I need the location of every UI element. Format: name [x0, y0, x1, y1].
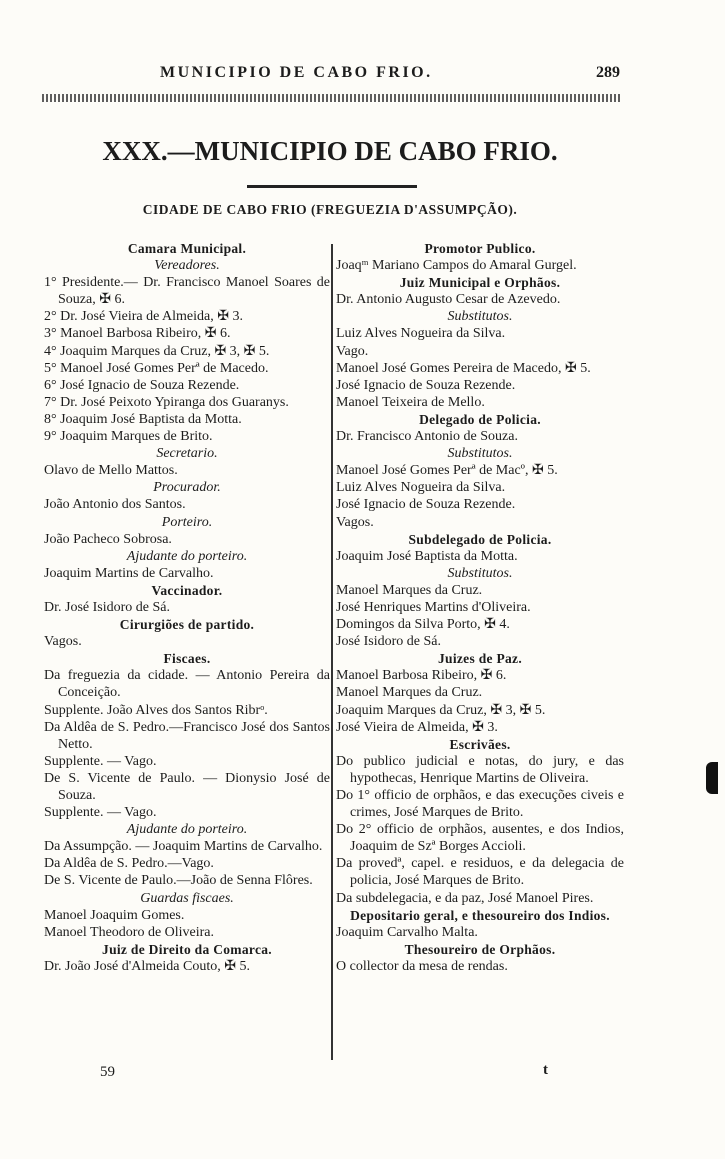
- entry-line: Da Assumpção. — Joaquim Martins de Carvalho.: [44, 839, 323, 855]
- ornamental-rule: [42, 94, 622, 102]
- entry-line: José Ignacio de Souza Rezende.: [336, 377, 516, 393]
- entry-line: 5° Manoel José Gomes Perª de Macedo.: [44, 360, 269, 376]
- subsection-heading: Substitutos.: [447, 446, 513, 462]
- entry-line: 2° Dr. José Vieira de Almeida, ✠ 3.: [44, 309, 243, 325]
- entry-line: José Ignacio de Souza Rezende.: [336, 497, 516, 513]
- entry-line: Da Aldêa de S. Pedro.—Francisco José dos Santos Netto.: [44, 719, 330, 752]
- entry-line: O collector da mesa de rendas.: [336, 958, 508, 974]
- section-heading: Juiz Municipal e Orphãos.: [399, 275, 561, 291]
- entry-line: De S. Vicente de Paulo.—João de Senna Flôres.: [44, 873, 313, 889]
- section-heading: Juizes de Paz.: [437, 651, 523, 667]
- subsection-heading: Ajudante do porteiro.: [126, 548, 248, 564]
- section-heading: Delegado de Policia.: [419, 411, 541, 427]
- section-heading: Promotor Publico.: [424, 241, 536, 256]
- entry-line: Manoel Marques da Cruz.: [336, 685, 483, 701]
- column-divider: [331, 244, 333, 1060]
- subsection-heading: Ajudante do porteiro.: [126, 822, 248, 838]
- entry-line: Supplente. — Vago.: [44, 753, 157, 769]
- entry-line: Joaquim José Baptista da Motta.: [336, 548, 518, 564]
- entry-line: Do 2° officio de orphãos, ausentes, e dos Indios, Joaquim de Szª Borges Accioli.: [336, 822, 624, 855]
- page-number: 289: [596, 64, 620, 81]
- entry-line: Manoel Marques da Cruz.: [336, 582, 483, 598]
- entry-line: Dr. Francisco Antonio de Souza.: [336, 429, 518, 445]
- entry-line: Vagos.: [44, 634, 82, 650]
- entry-line: Da provedª, capel. e residuos, e da delegacia de policia, José Marques de Brito.: [336, 856, 624, 889]
- entry-line: 4° Joaquim Marques da Cruz, ✠ 3, ✠ 5.: [44, 343, 270, 359]
- entry-line: Manoel Theodoro de Oliveira.: [44, 924, 215, 940]
- section-heading: Depositario geral, e thesoureiro dos Indios.: [350, 907, 610, 923]
- entry-line: Joaquim Marques da Cruz, ✠ 3, ✠ 5.: [336, 702, 546, 718]
- section-title: XXX.—MUNICIPIO DE CABO FRIO.: [102, 136, 558, 166]
- entry-line: Joaquim Carvalho Malta.: [336, 924, 478, 940]
- subsection-heading: Vereadores.: [154, 258, 220, 274]
- section-heading: Camara Municipal.: [127, 241, 247, 256]
- entry-line: João Antonio dos Santos.: [44, 497, 186, 513]
- running-head: [160, 64, 620, 82]
- section-heading: Vaccinador.: [151, 582, 223, 598]
- entry-line: 3° Manoel Barbosa Ribeiro, ✠ 6.: [44, 326, 231, 342]
- catchword-mark: t: [543, 1062, 548, 1078]
- entry-line: Manoel José Gomes Pereira de Macedo, ✠ 5.: [336, 360, 591, 376]
- entry-line: Dr. João José d'Almeida Couto, ✠ 5.: [44, 958, 250, 974]
- title-rule: [247, 185, 417, 188]
- subsection-heading: Secretario.: [156, 446, 218, 462]
- entry-line: Supplente. — Vago.: [44, 805, 157, 821]
- entry-line: Luiz Alves Nogueira da Silva.: [336, 480, 506, 496]
- entry-line: José Henriques Martins d'Oliveira.: [336, 599, 531, 615]
- left-column: [44, 240, 330, 975]
- entry-line: Da subdelegacia, e da paz, José Manoel Pires.: [336, 890, 594, 906]
- entry-line: João Pacheco Sobrosa.: [44, 531, 172, 547]
- section-heading: Fiscaes.: [163, 651, 211, 667]
- subsection-heading: Substitutos.: [447, 309, 513, 325]
- right-column: [336, 240, 624, 975]
- entry-line: José Vieira de Almeida, ✠ 3.: [336, 719, 498, 735]
- subsection-heading: Procurador.: [153, 480, 221, 496]
- entry-line: Joaquim Martins de Carvalho.: [44, 565, 214, 581]
- entry-line: Luiz Alves Nogueira da Silva.: [336, 326, 506, 342]
- section-heading: Subdelegado de Policia.: [408, 531, 552, 547]
- entry-line: Dr. José Isidoro de Sá.: [44, 599, 170, 615]
- entry-line: Do publico judicial e notas, do jury, e das hypothecas, Henrique Martins de Oliveira.: [336, 753, 624, 786]
- entry-line: 7° Dr. José Peixoto Ypiranga dos Guaranys.: [44, 394, 289, 410]
- entry-line: 8° Joaquim José Baptista da Motta.: [44, 411, 242, 427]
- entry-line: Supplente. João Alves dos Santos Ribrᵒ.: [44, 702, 268, 718]
- entry-line: De S. Vicente de Paulo. — Dionysio José de Souza.: [44, 770, 330, 803]
- entry-line: 6° José Ignacio de Souza Rezende.: [44, 377, 240, 393]
- signature-mark: 59: [100, 1064, 115, 1080]
- entry-line: Da Aldêa de S. Pedro.—Vago.: [44, 856, 214, 872]
- running-head-title: MUNICIPIO DE CABO FRIO.: [160, 64, 433, 81]
- entry-line: Manoel Barbosa Ribeiro, ✠ 6.: [336, 668, 507, 684]
- section-heading: Cirurgiões de partido.: [119, 617, 255, 633]
- entry-line: Da freguezia da cidade. — Antonio Pereira da Conceição.: [44, 668, 330, 701]
- entry-line: Vagos.: [336, 514, 374, 530]
- entry-line: José Isidoro de Sá.: [336, 634, 441, 650]
- entry-line: 1° Presidente.— Dr. Francisco Manoel Soares de Souza, ✠ 6.: [44, 275, 330, 308]
- entry-line: 9° Joaquim Marques de Brito.: [44, 429, 213, 445]
- subsection-heading: Substitutos.: [447, 565, 513, 581]
- subsection-heading: Guardas fiscaes.: [140, 890, 234, 906]
- section-heading: Thesoureiro de Orphãos.: [404, 941, 556, 957]
- entry-line: Joaqᵐ Mariano Campos do Amaral Gurgel.: [336, 258, 577, 274]
- section-heading: Escrivães.: [449, 736, 511, 752]
- entry-line: Olavo de Mello Mattos.: [44, 463, 178, 479]
- entry-line: Manoel Teixeira de Mello.: [336, 394, 485, 410]
- entry-line: Vago.: [336, 343, 369, 359]
- section-heading: Juiz de Direito da Comarca.: [102, 941, 272, 957]
- section-subtitle: CIDADE DE CABO FRIO (FREGUEZIA D'ASSUMPÇÃO).: [142, 202, 518, 217]
- entry-line: Manoel José Gomes Perª de Macº, ✠ 5.: [336, 463, 558, 479]
- entry-line: Do 1° officio de orphãos, e das execuções civeis e crimes, José Marques de Brito.: [336, 788, 624, 821]
- ink-blot: [706, 762, 718, 794]
- subsection-heading: Porteiro.: [161, 514, 213, 530]
- entry-line: Dr. Antonio Augusto Cesar de Azevedo.: [336, 292, 561, 308]
- entry-line: Manoel Joaquim Gomes.: [44, 907, 185, 923]
- entry-line: Domingos da Silva Porto, ✠ 4.: [336, 617, 510, 633]
